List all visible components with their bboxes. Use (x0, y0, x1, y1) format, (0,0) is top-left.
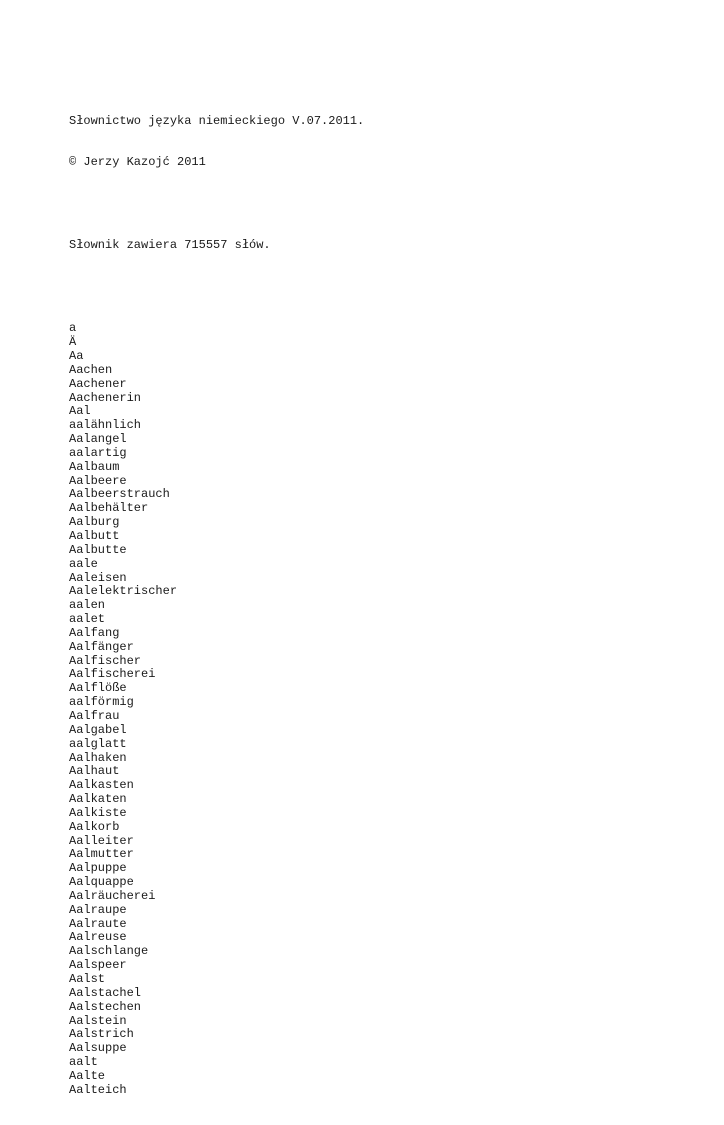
word-entry: Aalraute (69, 916, 127, 931)
document-text (69, 87, 364, 1125)
word-entry: Aalspeer (69, 958, 127, 973)
word-entry: Aalhaken (69, 750, 127, 765)
word-entry: Aalfrau (69, 708, 120, 723)
word-entry: Aalfischerei (69, 667, 156, 682)
word-entry: Aalquappe (69, 875, 134, 890)
document-title: Słownictwo języka niemieckiego V.07.2011. (69, 113, 365, 128)
word-entry: aalt (69, 1055, 98, 1070)
word-entry: Aalbutte (69, 542, 127, 557)
word-entry: aalglatt (69, 736, 127, 751)
word-entry: Aachener (69, 376, 127, 391)
word-entry: Aalbeere (69, 473, 127, 488)
word-entry: Aalraupe (69, 902, 127, 917)
word-entry: Aalkiste (69, 805, 127, 820)
word-entry: Aalkaten (69, 792, 127, 807)
word-entry: Aal (69, 404, 91, 419)
word-entry: Aalleiter (69, 833, 134, 848)
word-entry: Aalbehälter (69, 501, 149, 516)
word-entry: Aalst (69, 972, 106, 986)
word-entry: aalet (69, 612, 106, 627)
word-entry: aale (69, 556, 98, 571)
word-entry: Aalstachel (69, 985, 142, 1000)
word-entry: Aalsuppe (69, 1041, 127, 1056)
word-entry: aalförmig (69, 695, 134, 710)
blank-line (69, 281, 364, 295)
word-entry: Aalschlange (69, 944, 149, 959)
word-entry: Aalkorb (69, 819, 120, 834)
word-entry: Aalräucherei (69, 888, 156, 903)
word-entry: Aalhaut (69, 764, 120, 779)
word-entry: Aalbeerstrauch (69, 487, 170, 502)
word-entry: Aalbutt (69, 529, 120, 543)
word-entry: Ä (69, 335, 77, 350)
word-entry: aalen (69, 598, 106, 613)
word-entry: Aalstechen (69, 999, 142, 1014)
word-count-line: Słownik zawiera 715557 słów. (69, 238, 271, 253)
word-entry: Aalgabel (69, 722, 127, 737)
word-entry: Aa (69, 349, 84, 364)
word-entry: aalartig (69, 445, 127, 460)
word-entry: Aalkasten (69, 778, 134, 793)
word-entry: aalähnlich (69, 418, 142, 433)
word-entry: Aalteich (69, 1082, 127, 1097)
word-entry: Aalfischer (69, 653, 142, 668)
word-entry: Aalmutter (69, 847, 134, 862)
word-entry: Aalstein (69, 1013, 127, 1028)
word-entry: Aalbaum (69, 459, 120, 474)
word-entry: Aalburg (69, 515, 120, 530)
blank-line (69, 198, 364, 212)
word-entry: Aachenerin (69, 390, 142, 405)
word-entry: Aalelektrischer (69, 584, 178, 599)
word-entry: Aalangel (69, 432, 127, 447)
word-entry: Aaleisen (69, 570, 127, 585)
copyright-line: © Jerzy Kazojć 2011 (69, 155, 206, 170)
word-entry: Aalstrich (69, 1027, 134, 1042)
word-list (69, 322, 364, 1097)
word-entry: Aalflöße (69, 681, 127, 696)
word-entry: Aalpuppe (69, 861, 127, 876)
word-entry: Aalreuse (69, 930, 127, 945)
word-entry: Aalfang (69, 625, 120, 640)
word-entry: Aalte (69, 1068, 106, 1083)
word-entry: Aachen (69, 362, 113, 377)
word-entry: a (69, 321, 77, 336)
word-entry: Aalfänger (69, 639, 134, 654)
